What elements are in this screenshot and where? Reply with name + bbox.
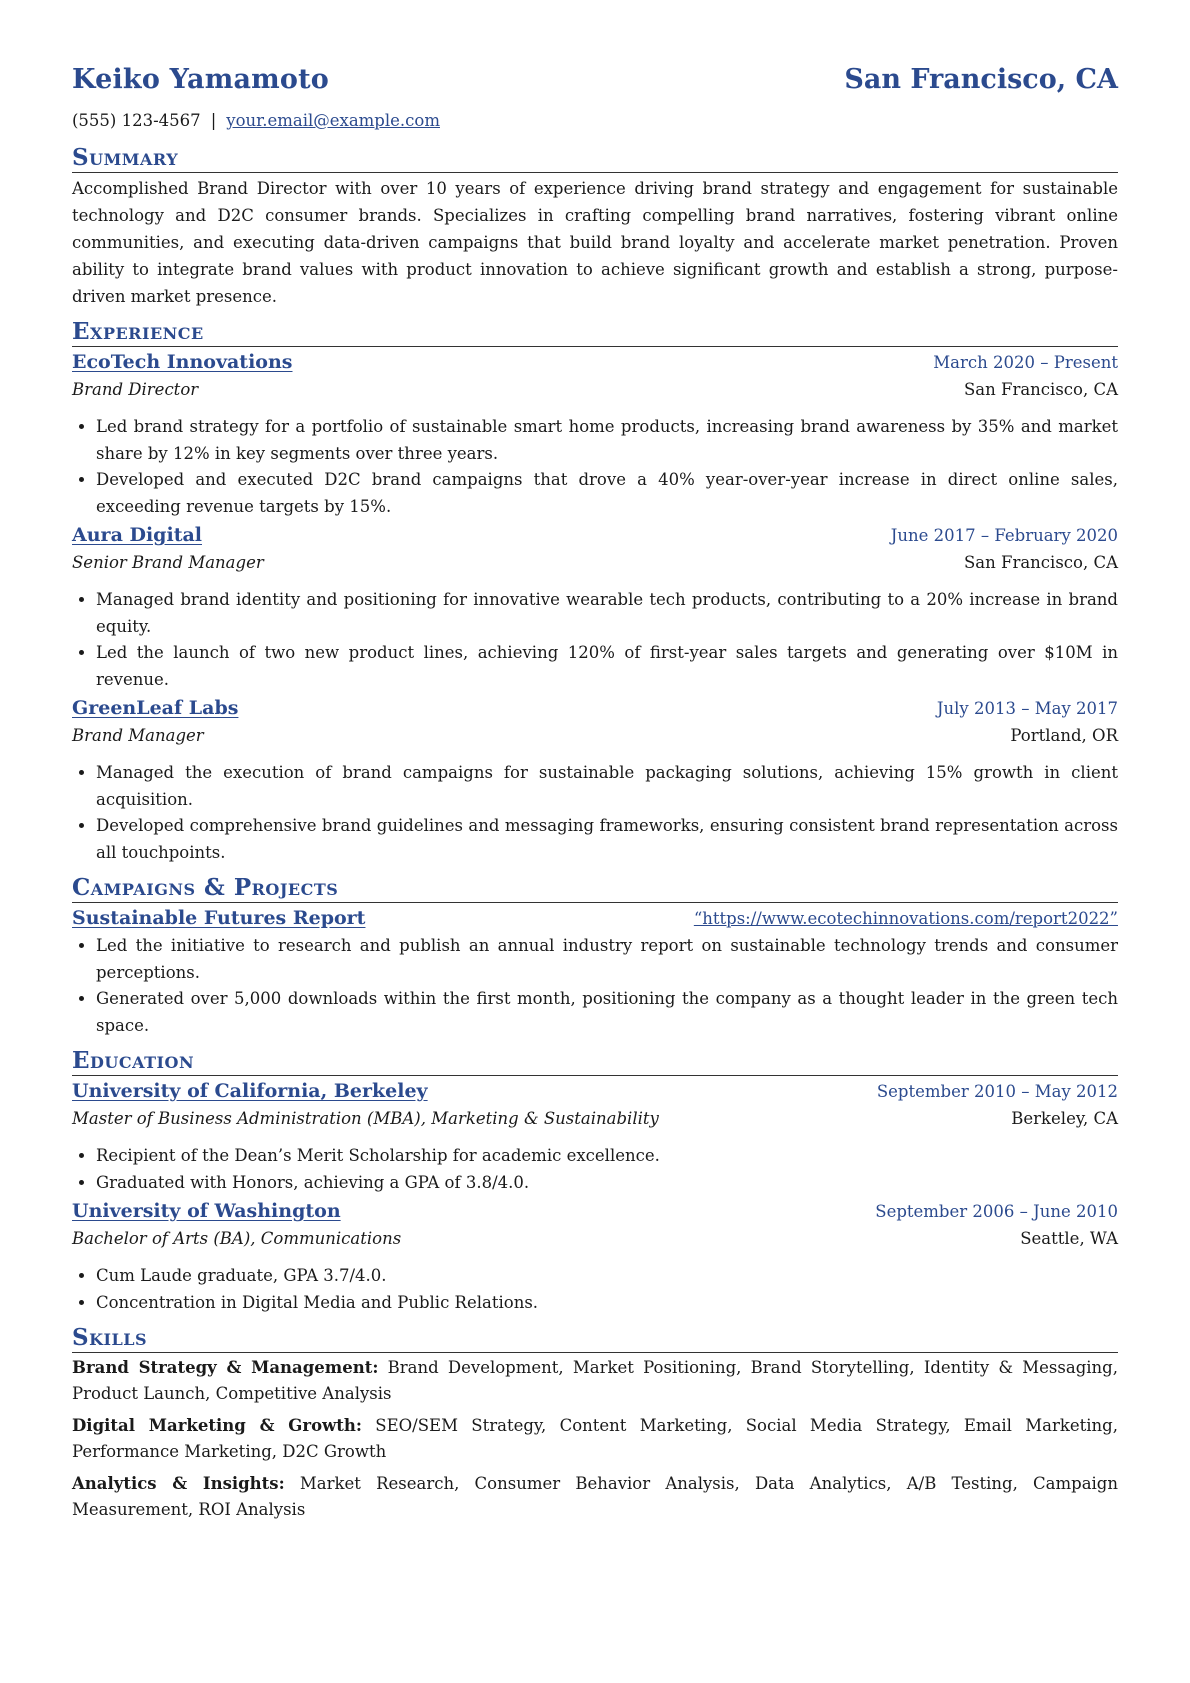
- job-title: Senior Brand Manager: [72, 553, 264, 572]
- job-dates: July 2013 – May 2017: [936, 699, 1118, 718]
- header-location: San Francisco, CA: [844, 64, 1118, 95]
- job-dates: June 2017 – February 2020: [890, 526, 1118, 545]
- section-title-education: Education: [72, 1047, 1118, 1076]
- skill-group-list: Brand Development, Market Positioning, Brand Storytelling, Identity & Messaging, Product Launch, Competitive Analysis: [72, 1358, 1118, 1403]
- skill-group: [72, 1413, 1118, 1465]
- section-title-summary: Summary: [72, 144, 1118, 173]
- job-title: Brand Director: [72, 380, 199, 399]
- list-item: • Graduated with Honors, achieving a GPA of 3.8/4.0.: [96, 1170, 1118, 1197]
- employer-link[interactable]: Aura Digital: [72, 524, 202, 546]
- job-dates: March 2020 – Present: [933, 353, 1118, 372]
- candidate-name: Keiko Yamamoto: [72, 64, 330, 95]
- skill-group-label: Digital Marketing & Growth:: [72, 1416, 362, 1435]
- job-title: Brand Manager: [72, 726, 204, 745]
- project-name-link[interactable]: Sustainable Futures Report: [72, 907, 366, 929]
- degree: Master of Business Administration (MBA), Marketing & Sustainability: [72, 1109, 659, 1128]
- experience-entry: [72, 524, 1118, 693]
- school-link[interactable]: University of California, Berkeley: [72, 1080, 428, 1102]
- list-item: • Concentration in Digital Media and Public Relations.: [96, 1290, 1118, 1317]
- job-location: Portland, OR: [1010, 726, 1118, 745]
- section-title-projects: Campaigns & Projects: [72, 874, 1118, 903]
- project-entry: [72, 907, 1118, 1039]
- education-entry: [72, 1080, 1118, 1196]
- employer-link[interactable]: EcoTech Innovations: [72, 351, 293, 373]
- job-bullets: [72, 587, 1118, 693]
- school-location: Seattle, WA: [1020, 1229, 1118, 1248]
- skill-group-list: SEO/SEM Strategy, Content Marketing, Social Media Strategy, Email Marketing, Performance Marketing, D2C Growth: [72, 1416, 1118, 1461]
- skill-group-list: Market Research, Consumer Behavior Analysis, Data Analytics, A/B Testing, Campaign Measurement, ROI Analysis: [72, 1474, 1118, 1519]
- list-item: • Led brand strategy for a portfolio of sustainable smart home products, increasing brand awareness by 35% and market share by 12% in key segments over three years.: [96, 414, 1118, 467]
- header: [72, 64, 1118, 104]
- email-link[interactable]: your.email@example.com: [226, 111, 440, 130]
- skill-group-label: Analytics & Insights:: [72, 1474, 285, 1493]
- education-entry: [72, 1200, 1118, 1316]
- job-location: San Francisco, CA: [963, 380, 1118, 399]
- list-item: • Developed and executed D2C brand campaigns that drove a 40% year-over-year increase in direct online sales, exceeding revenue targets by 15%.: [96, 467, 1118, 520]
- section-title-skills: Skills: [72, 1324, 1118, 1353]
- skill-group: [72, 1355, 1118, 1407]
- experience-entry: [72, 697, 1118, 866]
- list-item: • Developed comprehensive brand guidelines and messaging frameworks, ensuring consistent brand representation across all touchpoints.: [96, 813, 1118, 866]
- school-location: Berkeley, CA: [1011, 1109, 1118, 1128]
- school-link[interactable]: University of Washington: [72, 1200, 341, 1222]
- project-url-link[interactable]: “https://www.ecotechinnovations.com/report2022”: [693, 909, 1118, 928]
- contact-separator: |: [210, 111, 217, 130]
- summary-text: Accomplished Brand Director with over 10 years of experience driving brand strategy and engagement for sustainable technology and D2C consumer brands. Specializes in crafting compelling brand narratives, fostering vibrant online communities, and executing data-driven campaigns that build brand loyalty and accelerate market penetration. Proven ability to integrate brand values with product innovation to achieve significant growth and establish a strong, purpose-driven market presence.: [72, 179, 1118, 306]
- list-item: • Led the initiative to research and publish an annual industry report on sustainable technology trends and consumer perceptions.: [96, 933, 1118, 986]
- list-item: • Managed the execution of brand campaigns for sustainable packaging solutions, achieving 15% growth in client acquisition.: [96, 760, 1118, 813]
- list-item: • Recipient of the Dean’s Merit Scholarship for academic excellence.: [96, 1143, 1118, 1170]
- degree: Bachelor of Arts (BA), Communications: [72, 1229, 402, 1248]
- list-item: • Generated over 5,000 downloads within the first month, positioning the company as a thought leader in the green tech space.: [96, 986, 1118, 1039]
- contact-line: [72, 106, 1118, 136]
- skill-group-label: Brand Strategy & Management:: [72, 1358, 379, 1377]
- job-bullets: [72, 760, 1118, 866]
- list-item: • Managed brand identity and positioning for innovative wearable tech products, contributing to a 20% increase in brand equity.: [96, 587, 1118, 640]
- education-bullets: [72, 1143, 1118, 1196]
- list-item: • Led the launch of two new product lines, achieving 120% of first-year sales targets and generating over $10M in revenue.: [96, 640, 1118, 693]
- experience-entry: [72, 351, 1118, 520]
- education-dates: September 2010 – May 2012: [876, 1082, 1118, 1101]
- section-title-experience: Experience: [72, 318, 1118, 347]
- job-location: San Francisco, CA: [963, 553, 1118, 572]
- list-item: • Cum Laude graduate, GPA 3.7/4.0.: [96, 1263, 1118, 1290]
- education-bullets: [72, 1263, 1118, 1316]
- skill-group: [72, 1471, 1118, 1523]
- job-bullets: [72, 414, 1118, 520]
- project-bullets: [72, 933, 1118, 1039]
- education-dates: September 2006 – June 2010: [875, 1202, 1118, 1221]
- phone-number: (555) 123-4567: [72, 111, 201, 130]
- employer-link[interactable]: GreenLeaf Labs: [72, 697, 239, 719]
